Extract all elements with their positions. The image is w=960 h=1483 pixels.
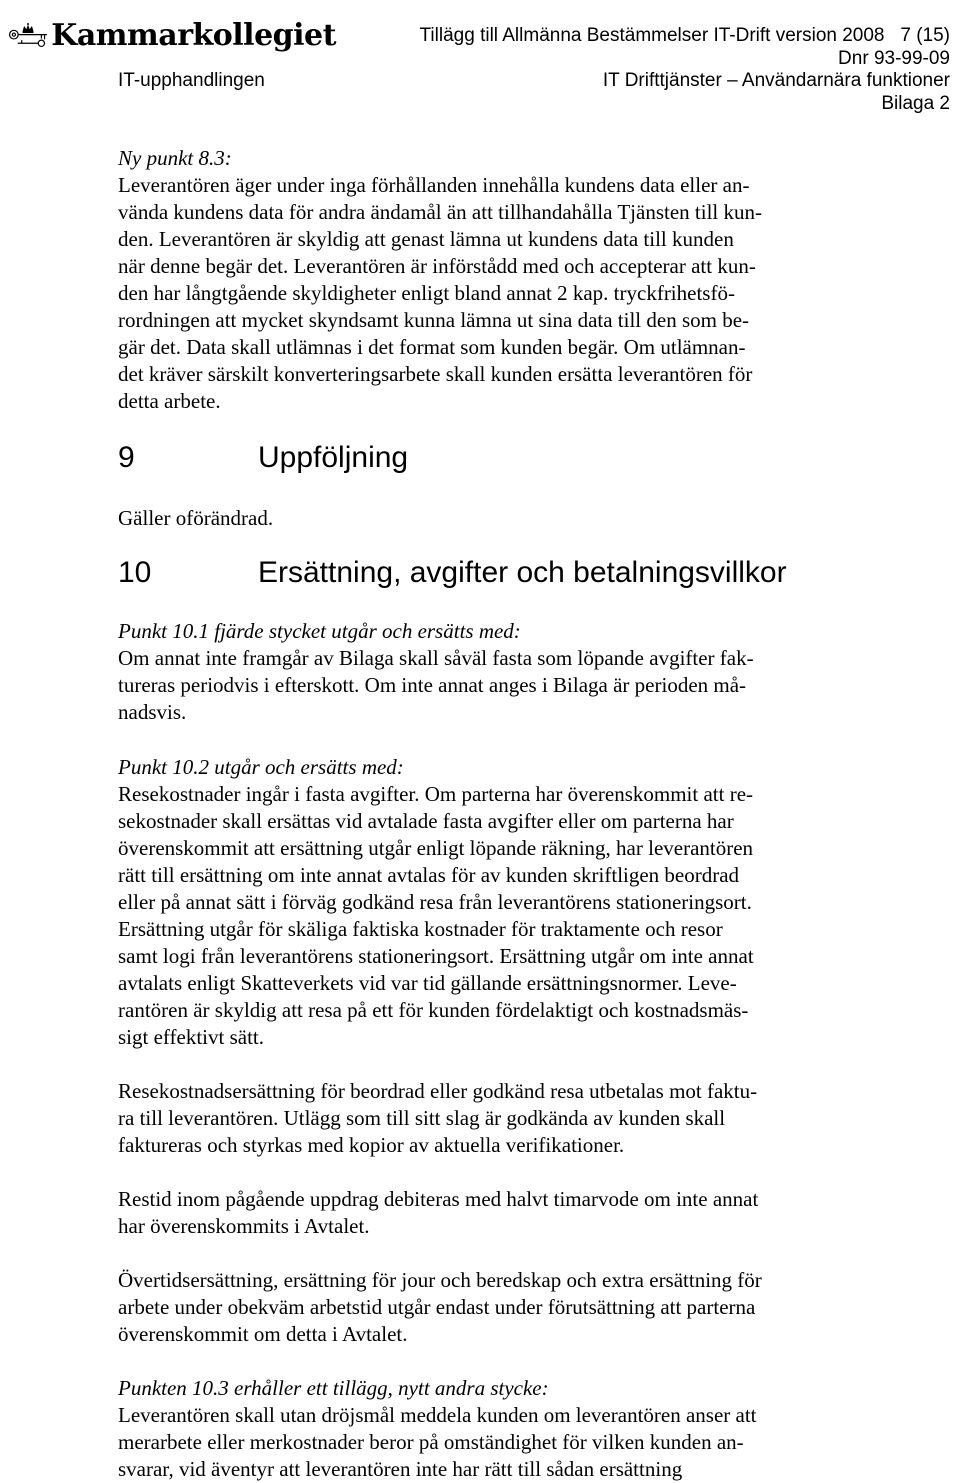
overtid-paragraph bbox=[118, 1267, 840, 1348]
paragraph-line: nadsvis. bbox=[118, 700, 187, 724]
paragraph-line: Om annat inte framgår av Bilaga skall såväl fasta som löpande avgifter fak- bbox=[118, 646, 754, 670]
paragraph-line: Leverantören skall utan dröjsmål meddela kunden om leverantören anser att bbox=[118, 1403, 757, 1427]
paragraph-line: överenskommit om detta i Avtalet. bbox=[118, 1322, 408, 1346]
punkt-10-3-heading: Punkten 10.3 erhåller ett tillägg, nytt andra stycke: bbox=[118, 1376, 549, 1400]
paragraph-line: den. Leverantören är skyldig att genast lämna ut kundens data till kunden bbox=[118, 227, 734, 251]
paragraph-line: den har långtgående skyldigheter enligt bland annat 2 kap. tryckfrihetsfö- bbox=[118, 281, 735, 305]
paragraph-line: gär det. Data skall utlämnas i det format som kunden begär. Om utlämnan- bbox=[118, 335, 746, 359]
punkt-10-2 bbox=[118, 754, 840, 1051]
paragraph-line: när denne begär det. Leverantören är införstådd med och accepterar att kun- bbox=[118, 254, 756, 278]
paragraph-line: detta arbete. bbox=[118, 389, 221, 413]
section-number: 10 bbox=[118, 556, 152, 589]
paragraph-line: rantören är skyldig att resa på ett för kunden fördelaktigt och kostnadsmäs- bbox=[118, 998, 749, 1022]
doc-title: Tillägg till Allmänna Bestämmelser IT-Drift version 2008 bbox=[419, 25, 885, 46]
section-title: Uppföljning bbox=[258, 441, 409, 474]
dnr: Dnr 93-99-09 bbox=[838, 48, 950, 69]
paragraph-line: arbete under obekväm arbetstid utgår endast under förutsättning att parterna bbox=[118, 1295, 756, 1319]
appendix-label: Bilaga 2 bbox=[881, 93, 950, 114]
paragraph-line: Leverantören äger under inga förhållanden innehålla kundens data eller an- bbox=[118, 173, 750, 197]
paragraph-line: överenskommit att ersättning utgår enligt löpande räkning, har leverantören bbox=[118, 836, 754, 860]
paragraph-line: tureras periodvis i efterskott. Om inte annat anges i Bilaga är perioden må- bbox=[118, 673, 747, 697]
paragraph-line: rätt till ersättning om inte annat avtalas för av kunden skriftligen beordrad bbox=[118, 863, 740, 887]
kammarkollegiet-logo bbox=[6, 4, 336, 66]
paragraph-line: eller på annat sätt i förväg godkänd resa från leverantörens stationeringsort. bbox=[118, 890, 752, 914]
paragraph-line: merarbete eller merkostnader beror på omständighet för vilken kunden an- bbox=[118, 1430, 744, 1454]
paragraph-line: det kräver särskilt konverteringsarbete skall kunden ersätta leverantören för bbox=[118, 362, 753, 386]
paragraph-line: faktureras och styrkas med kopior av aktuella verifikationer. bbox=[118, 1133, 625, 1157]
section-9-heading bbox=[118, 441, 408, 475]
punkt-10-3 bbox=[118, 1375, 840, 1483]
header-right-subtitle: IT Drifttjänster – Användarnära funktioner bbox=[602, 70, 950, 91]
paragraph-line: samt logi från leverantörens stationeringsort. Ersättning utgår om inte annat bbox=[118, 944, 754, 968]
paragraph-line: Gäller oförändrad. bbox=[118, 506, 274, 530]
page-number: 7 (15) bbox=[900, 25, 950, 46]
paragraph-line: ra till leverantören. Utlägg som till sitt slag är godkända av kunden skall bbox=[118, 1106, 726, 1130]
org-name: Kammarkollegiet bbox=[51, 17, 336, 53]
paragraph-line: Restid inom pågående uppdrag debiteras med halvt timarvode om inte annat bbox=[118, 1187, 759, 1211]
punkt-10-1 bbox=[118, 618, 840, 726]
paragraph-line: sekostnader skall ersättas vid avtalade fasta avgifter eller om parterna har bbox=[118, 809, 734, 833]
paragraph-line: har överenskommits i Avtalet. bbox=[118, 1214, 370, 1238]
crown-keys-emblem-icon bbox=[6, 4, 49, 66]
section-8-3-heading: Ny punkt 8.3: bbox=[118, 146, 232, 170]
paragraph-line: Resekostnader ingår i fasta avgifter. Om parterna har överenskommit att re- bbox=[118, 782, 754, 806]
paragraph-line: Resekostnadsersättning för beordrad eller godkänd resa utbetalas mot faktu- bbox=[118, 1079, 758, 1103]
restid-paragraph bbox=[118, 1186, 840, 1240]
paragraph-line: Ersättning utgår för skäliga faktiska kostnader för traktamente och resor bbox=[118, 917, 723, 941]
punkt-10-2-heading: Punkt 10.2 utgår och ersätts med: bbox=[118, 755, 404, 779]
section-10-heading bbox=[118, 556, 787, 590]
resekostnad-paragraph bbox=[118, 1078, 840, 1159]
document-title-line bbox=[420, 25, 950, 47]
section-number: 9 bbox=[118, 441, 135, 474]
section-8-3 bbox=[118, 145, 840, 415]
paragraph-line: vända kundens data för andra ändamål än att tillhandahålla Tjänsten till kun- bbox=[118, 200, 762, 224]
paragraph-line: rordningen att mycket skyndsamt kunna lämna ut sina data till den som be- bbox=[118, 308, 750, 332]
header-left-subtitle: IT-upphandlingen bbox=[118, 70, 265, 91]
paragraph-line: Övertidsersättning, ersättning för jour och beredskap och extra ersättning för bbox=[118, 1268, 762, 1292]
paragraph-line: svarar, vid äventyr att leverantören inte har rätt till sådan ersättning bbox=[118, 1457, 683, 1481]
paragraph-line: avtalats enligt Skatteverkets vid var tid gällande ersättningsnormer. Leve- bbox=[118, 971, 737, 995]
paragraph-line: sigt effektivt sätt. bbox=[118, 1025, 265, 1049]
section-9-text bbox=[118, 505, 840, 532]
punkt-10-1-heading: Punkt 10.1 fjärde stycket utgår och ersätts med: bbox=[118, 619, 521, 643]
section-title: Ersättning, avgifter och betalningsvillkor bbox=[258, 556, 787, 589]
